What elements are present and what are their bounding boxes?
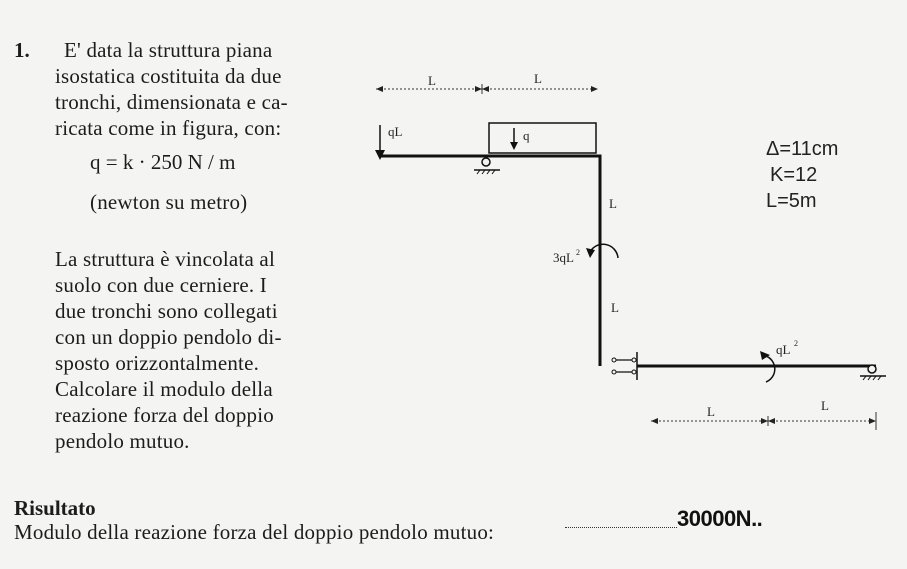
point-load-label: qL: [388, 124, 403, 139]
top-dim-right-label: L: [534, 71, 542, 86]
constraint-line-6: Calcolare il modulo della: [55, 377, 273, 401]
param-k: K=12: [770, 164, 818, 186]
result-value: 30000N..: [677, 506, 763, 531]
constraint-line-4: con un doppio pendolo di-: [55, 325, 282, 349]
double-pendulum: [612, 352, 637, 380]
moment-upper: [553, 244, 618, 265]
result-dotted-leader: [565, 527, 677, 528]
moment-upper-label: 3qL: [553, 250, 574, 265]
result-label: Modulo della reazione forza del doppio pendolo mutuo:: [14, 520, 495, 544]
constraint-line-8: pendolo mutuo.: [55, 429, 190, 453]
vertical-lower-label: L: [611, 300, 619, 315]
moment-lower-exponent: 2: [794, 339, 798, 348]
top-dim-left-label: L: [428, 73, 436, 88]
load-formula: q = k · 250 N / m: [90, 150, 236, 174]
vertical-upper-label: L: [609, 196, 617, 211]
moment-lower-label: qL: [776, 342, 791, 357]
problem-number: 1.: [14, 38, 30, 62]
bottom-dimension: [651, 398, 876, 430]
moment-lower: [760, 339, 798, 382]
intro-line-1: E' data la struttura piana: [64, 38, 273, 62]
constraint-line-7: reazione forza del doppio: [55, 403, 274, 427]
intro-line-2: isostatica costituita da due: [55, 64, 282, 88]
distributed-load-label: q: [523, 128, 530, 143]
bottom-dim-left-label: L: [707, 404, 715, 419]
intro-line-3: tronchi, dimensionata e ca-: [55, 90, 288, 114]
constraint-line-5: sposto orizzontalmente.: [55, 351, 260, 375]
bottom-dim-right-label: L: [821, 398, 829, 413]
distributed-load: [489, 123, 596, 153]
constraint-line-2: suolo con due cerniere. I: [55, 273, 267, 297]
constraint-line-1: La struttura è vincolata al: [55, 247, 275, 271]
top-dimension: [376, 71, 598, 94]
param-delta: Δ=11cm: [766, 138, 839, 160]
intro-line-4: ricata come in figura, con:: [55, 116, 282, 140]
param-l: L=5m: [766, 190, 817, 212]
unit-note: (newton su metro): [90, 190, 248, 214]
result-heading: Risultato: [14, 496, 96, 520]
upper-hinge-support: [474, 156, 500, 174]
constraint-line-3: due tronchi sono collegati: [55, 299, 278, 323]
moment-upper-exponent: 2: [576, 248, 580, 257]
